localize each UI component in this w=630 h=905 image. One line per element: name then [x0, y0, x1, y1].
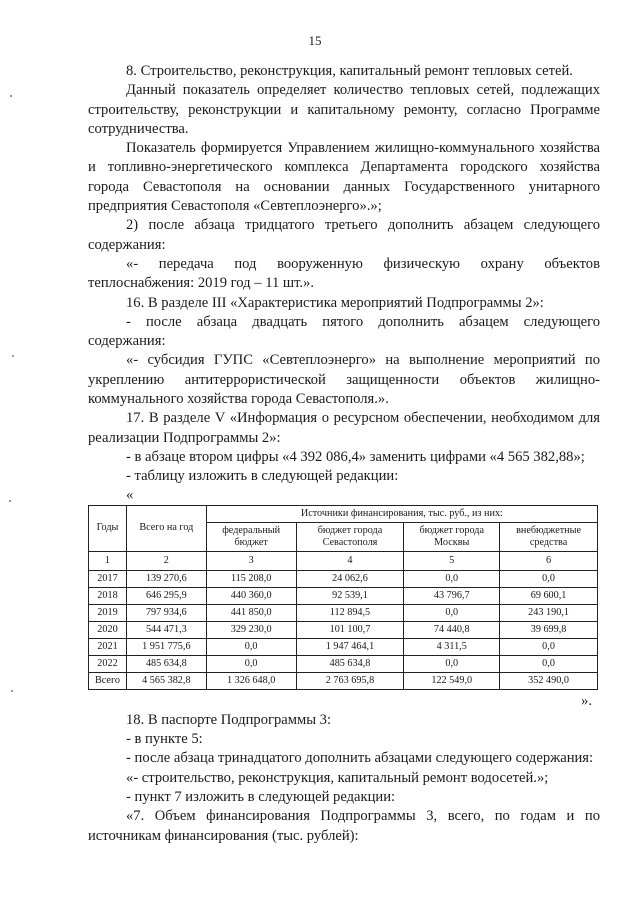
scan-speck: [12, 355, 14, 357]
scan-speck: [11, 690, 13, 692]
paragraph-indicator-description: Данный показатель определяет количество тепловых сетей, подлежащих строительству, реконструкции и капитальному ремонту, согласно Программе сотрудничества.: [88, 82, 600, 137]
cell-year: 2022: [89, 655, 127, 672]
paragraph-item-8: 8. Строительство, реконструкция, капитальный ремонт тепловых сетей.: [126, 63, 573, 79]
cell-total: 544 471,3: [126, 621, 206, 638]
table-row: [89, 604, 598, 621]
paragraph-indicator-source: Показатель формируется Управлением жилищно-коммунального хозяйства и топливно-энергетического комплекса Департамента городского хозяйства города Севастополя на основании данных Государственного унитарного предприятия Севастополя «Севтеплоэнерго».»;: [88, 140, 600, 215]
column-number: 3: [206, 551, 296, 570]
table-total-row: [89, 672, 598, 689]
column-number: 1: [89, 551, 127, 570]
cell-federal: 329 230,0: [206, 621, 296, 638]
cell-sevastopol: 1 947 464,1: [296, 638, 404, 655]
cell-sevastopol: 485 634,8: [296, 655, 404, 672]
cell-moscow: 122 549,0: [404, 672, 500, 689]
cell-federal: 440 360,0: [206, 587, 296, 604]
cell-offbudget: 243 190,1: [500, 604, 598, 621]
column-number: 6: [500, 551, 598, 570]
table-row: [89, 621, 598, 638]
paragraph-section-17: 17. В разделе V «Информация о ресурсном обеспечении, необходимом для реализации Подпрограммы 2»:: [88, 410, 600, 446]
paragraph-after-25: - после абзаца двадцать пятого дополнить абзацем следующего содержания:: [88, 313, 600, 350]
table-row: [89, 655, 598, 672]
cell-year: 2019: [89, 604, 127, 621]
cell-total: 4 565 382,8: [126, 672, 206, 689]
cell-total: 139 270,6: [126, 570, 206, 587]
financing-table-wrapper: [88, 505, 600, 690]
cell-moscow: 0,0: [404, 655, 500, 672]
cell-offbudget: 0,0: [500, 655, 598, 672]
cell-total: 485 634,8: [126, 655, 206, 672]
paragraph-point-5: - в пункте 5:: [126, 731, 203, 748]
header-federal: федеральный бюджет: [206, 522, 296, 551]
paragraph-after-13: - после абзаца тринадцатого дополнить абзацами следующего содержания:: [126, 750, 594, 767]
paragraph-section-18: 18. В паспорте Подпрограммы 3:: [126, 711, 332, 728]
cell-offbudget: 0,0: [500, 638, 598, 655]
paragraph-table-intro: - таблицу изложить в следующей редакции:: [126, 468, 399, 485]
scan-speck: [9, 500, 11, 502]
page-number: 15: [308, 33, 322, 48]
cell-federal: 1 326 648,0: [206, 672, 296, 689]
cell-offbudget: 39 699,8: [500, 621, 598, 638]
paragraph-section-16: 16. В разделе III «Характеристика мероприятий Подпрограммы 2»:: [126, 294, 544, 311]
column-number: 5: [404, 551, 500, 570]
cell-sevastopol: 112 894,5: [296, 604, 404, 621]
cell-sevastopol: 92 539,1: [296, 587, 404, 604]
cell-year: 2018: [89, 587, 127, 604]
table-opening-quote: «: [126, 486, 134, 503]
cell-sevastopol: 24 062,6: [296, 570, 404, 587]
paragraph-replace-figures: - в абзаце втором цифры «4 392 086,4» заменить цифрами «4 565 382,88»;: [126, 448, 585, 465]
cell-total: 1 951 775,6: [126, 638, 206, 655]
cell-year: Всего: [89, 672, 127, 689]
cell-total: 797 934,6: [126, 604, 206, 621]
cell-total: 646 295,9: [126, 587, 206, 604]
table-header-row: [89, 505, 598, 522]
cell-moscow: 4 311,5: [404, 638, 500, 655]
financing-table: [88, 505, 598, 690]
paragraph-amendment-2: 2) после абзаца тридцатого третьего дополнить абзацем следующего содержания:: [88, 217, 600, 253]
column-number: 4: [296, 551, 404, 570]
paragraph-financing-volume: «7. Объем финансирования Подпрограммы 3, всего, по годам и по источникам финансирования (тыс. рублей):: [88, 808, 600, 844]
table-column-numbers: [89, 551, 598, 570]
cell-year: 2021: [89, 638, 127, 655]
cell-moscow: 0,0: [404, 570, 500, 587]
paragraph-point-7: - пункт 7 изложить в следующей редакции:: [126, 789, 396, 806]
header-total: Всего на год: [126, 505, 206, 551]
header-offbudget: внебюджетные средства: [500, 522, 598, 551]
table-row: [89, 638, 598, 655]
header-years: Годы: [89, 505, 127, 551]
table-row: [89, 570, 598, 587]
cell-offbudget: 352 490,0: [500, 672, 598, 689]
header-sources: Источники финансирования, тыс. руб., из них:: [206, 505, 597, 522]
cell-sevastopol: 2 763 695,8: [296, 672, 404, 689]
document-body: [88, 62, 600, 846]
cell-moscow: 74 440,8: [404, 621, 500, 638]
header-sevastopol: бюджет города Севастополя: [296, 522, 404, 551]
cell-federal: 0,0: [206, 638, 296, 655]
table-row: [89, 587, 598, 604]
cell-federal: 441 850,0: [206, 604, 296, 621]
scan-speck: [10, 95, 12, 97]
paragraph-guard-transfer: «- передача под вооруженную физическую охрану объектов теплоснабжения: 2019 год – 11 шт.».: [88, 255, 600, 292]
cell-year: 2020: [89, 621, 127, 638]
cell-offbudget: 0,0: [500, 570, 598, 587]
cell-year: 2017: [89, 570, 127, 587]
cell-moscow: 43 796,7: [404, 587, 500, 604]
table-closing-quote: ».: [581, 692, 592, 709]
cell-sevastopol: 101 100,7: [296, 621, 404, 638]
cell-offbudget: 69 600,1: [500, 587, 598, 604]
paragraph-subsidy: «- субсидия ГУПС «Севтеплоэнерго» на выполнение мероприятий по укреплению антитеррористической защищенности объектов жилищно-коммунального хозяйства города Севастополя.».: [88, 352, 600, 408]
cell-federal: 115 208,0: [206, 570, 296, 587]
cell-federal: 0,0: [206, 655, 296, 672]
paragraph-water-networks: «- строительство, реконструкция, капитальный ремонт водосетей.»;: [126, 769, 549, 786]
header-moscow: бюджет города Москвы: [404, 522, 500, 551]
column-number: 2: [126, 551, 206, 570]
cell-moscow: 0,0: [404, 604, 500, 621]
